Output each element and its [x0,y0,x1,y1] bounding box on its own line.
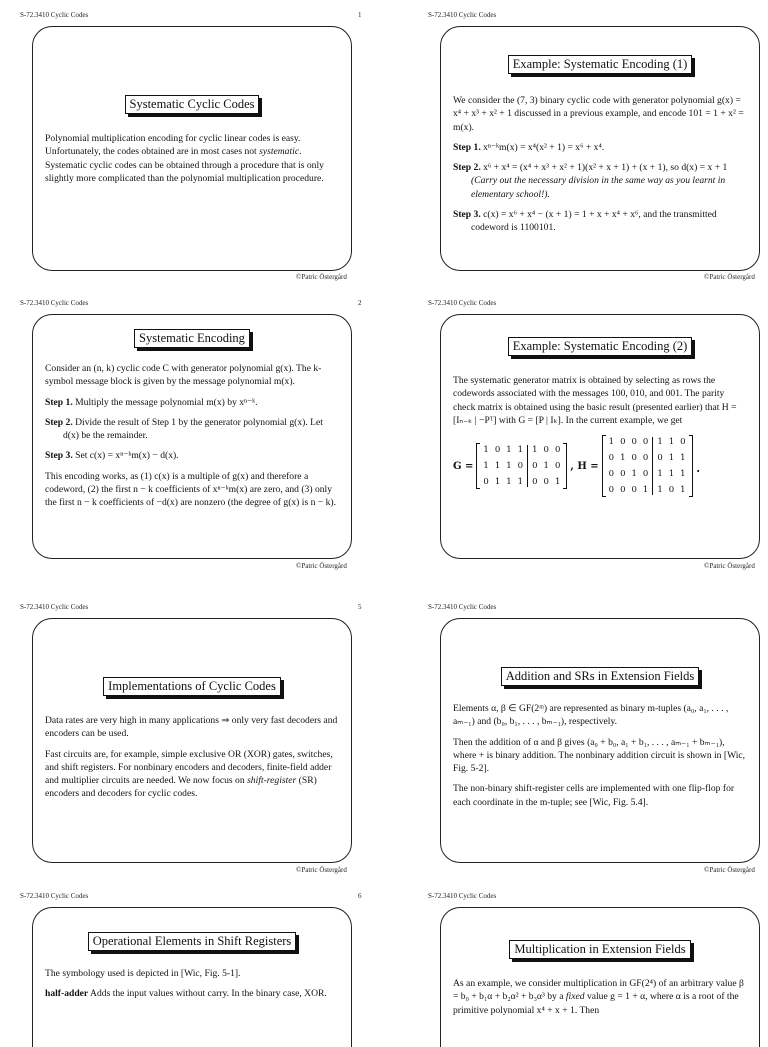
h-matrix-cell: 0 [668,485,675,496]
h-matrix-cell: 0 [620,437,626,448]
g-matrix-cell: 1 [532,445,538,456]
g-matrix-cell: 1 [494,461,501,472]
h-matrix-cell: 1 [642,485,649,496]
slide-addition-and-srs [440,618,760,863]
h-matrix-cell: 0 [642,469,649,480]
slide-systematic-cyclic-codes [32,26,352,271]
g-matrix-cell: 1 [517,477,524,488]
g-matrix-cell: 0 [483,477,489,488]
parity-check-matrix [602,435,693,497]
slide-title: Operational Elements in Shift Registers [88,932,297,951]
h-matrix-cell: 0 [642,437,649,448]
page-header: S-72.3410 Cyclic Codes [428,892,497,900]
g-matrix-cell: 0 [554,461,561,472]
slide-title: Implementations of Cyclic Codes [103,677,281,696]
paragraph: We consider the (7, 3) binary cyclic code with generator polynomial g(x) = x⁴ + x³ + x² + 1 discussed in a previous example, and encode 101 = 1 + x² = m(x). [453,95,744,133]
step-1: Step 1. Multiply the message polynomial m(x) by xⁿ⁻ᵏ. [45,396,258,408]
page-header: S-72.3410 Cyclic Codes [428,299,497,307]
h-matrix-cell: 0 [631,485,637,496]
page-header: S-72.3410 Cyclic Codes [20,892,89,900]
paragraph: Consider an (n, k) cyclic code C with generator polynomial g(x). The k-symbol message block is given by the message polynomial m(x). [45,363,322,388]
page-number: 6 [358,892,362,900]
page-number: 1 [358,11,362,19]
h-matrix-cell: 0 [642,453,649,464]
h-matrix-cell: 0 [620,485,626,496]
slide-title: Addition and SRs in Extension Fields [501,667,700,686]
h-matrix-cell: 0 [680,437,686,448]
paragraph: As an example, we consider multiplication in GF(2⁴) of an arbitrary value β = b₀ + b₁α + b₂α² + b₃α³ by a fixed value g = 1 + α, where α is a root of the primitive polynomial x⁴ + x + 1. Then [453,978,744,1016]
h-matrix-cell: 1 [680,469,686,480]
h-matrix-cell: 1 [668,453,675,464]
h-matrix-cell: 0 [608,485,615,496]
paragraph: The symbology used is depicted in [Wic, Fig. 5-1]. [45,968,241,979]
h-matrix-cell: 1 [657,485,663,496]
g-matrix-cell: 1 [554,477,561,488]
g-matrix-cell: 1 [517,445,524,456]
copyright: ©Patric Östergård [296,866,347,874]
g-matrix-cell: 0 [532,477,538,488]
g-matrix-cell: 1 [543,461,549,472]
page-number: 5 [358,603,362,611]
h-matrix-cell: 1 [657,469,663,480]
h-matrix-cell: 1 [680,453,686,464]
slide-example-systematic-encoding-1 [440,26,760,271]
matrix-equation [453,435,747,497]
g-matrix-cell: 1 [483,445,489,456]
step-3: Step 3. Set c(x) = xⁿ⁻ᵏm(x) − d(x). [45,450,179,462]
g-matrix-cell: 1 [506,477,512,488]
copyright: ©Patric Östergård [704,866,755,874]
h-matrix-cell: 1 [668,437,675,448]
page-header: S-72.3410 Cyclic Codes [428,603,497,611]
slide-operational-elements [32,907,352,1047]
h-matrix-cell: 1 [620,453,626,464]
page-number: 2 [358,299,362,307]
paragraph: The systematic generator matrix is obtained by selecting as rows the codewords associated with the messages 100, 010, and 001. The parity check matrix is obtained using the basic result (presented earlier) that H = [Iₙ₋ₖ | −Pᵀ] with G = [P | Iₖ]. In the current example, we get [453,375,737,426]
g-matrix-cell: 0 [532,461,538,472]
h-matrix-cell: 1 [608,437,615,448]
h-matrix-cell: 0 [608,469,615,480]
g-matrix-cell: 0 [554,445,561,456]
g-matrix-cell: 1 [506,461,512,472]
step-2: Step 2. x⁶ + x⁴ = (x⁴ + x³ + x² + 1)(x² + x + 1) + (x + 1), so d(x) = x + 1 (Carry out the necessary division in the same way as you learnt in elementary school!). [453,162,728,200]
copyright: ©Patric Östergård [704,562,755,570]
g-matrix-cell: 1 [506,445,512,456]
matrix-end: . [695,456,701,476]
paragraph: The non-binary shift-register cells are implemented with one flip-flop for each coordinate in the m-tuple; see [Wic, Fig. 5.4]. [453,783,735,808]
paragraph: Data rates are very high in many applications ⇒ only very fast decoders and encoders can be used. [45,715,338,740]
h-matrix-cell: 0 [631,437,637,448]
g-matrix-cell: 0 [543,477,549,488]
paragraph: Fast circuits are, for example, simple exclusive OR (XOR) gates, switches, and shift registers. For nonbinary encoders and decoders, finite-field adder and multiplier circuits are needed. We now focus on shift-register (SR) encoders and decoders for cyclic codes. [45,748,333,800]
h-matrix-cell: 1 [668,469,675,480]
slide-title: Example: Systematic Encoding (1) [508,55,693,74]
page-header: S-72.3410 Cyclic Codes [20,11,89,19]
half-adder-item: half-adder Adds the input values without carry. In the binary case, XOR. [45,988,327,1000]
paragraph: Then the addition of α and β gives (a₀ + b₀, a₁ + b₁, . . . , aₘ₋₁ + bₘ₋₁), where + is binary addition. The nonbinary addition circuit is shown in [Wic, Fig. 5-2]. [453,736,746,775]
step-2: Step 2. Divide the result of Step 1 by the generator polynomial g(x). Let d(x) be the remainder. [45,416,323,442]
slide-systematic-encoding [32,314,352,559]
generator-matrix [476,443,567,489]
step-3: Step 3. c(x) = x⁶ + x⁴ − (x + 1) = 1 + x + x⁴ + x⁶, and the transmitted codeword is 1100101. [453,209,717,234]
slide-title: Systematic Cyclic Codes [125,95,260,114]
g-matrix-cell: 1 [494,477,501,488]
h-matrix-cell: 0 [631,453,637,464]
page-header: S-72.3410 Cyclic Codes [20,603,89,611]
h-matrix-cell: 0 [608,453,615,464]
copyright: ©Patric Östergård [296,273,347,281]
h-matrix-cell: 1 [631,469,637,480]
g-matrix-cell: 0 [517,461,524,472]
slide-multiplication-extension-fields [440,907,760,1047]
slide-title: Example: Systematic Encoding (2) [508,337,693,356]
slide-title: Multiplication in Extension Fields [509,940,690,959]
h-matrix-cell: 1 [657,437,663,448]
g-matrix-cell: 1 [483,461,489,472]
g-matrix-cell: 0 [543,445,549,456]
h-label: , H = [570,460,599,472]
page-header: S-72.3410 Cyclic Codes [20,299,89,307]
h-matrix-cell: 0 [657,453,663,464]
paragraph: Polynomial multiplication encoding for cyclic linear codes is easy. Unfortunately, the codes obtained are in most cases not systematic. Systematic cyclic codes can be obtained through a procedure that is only slightly more complicated than the polynomial multiplication procedure. [45,133,324,184]
step-1: Step 1. xⁿ⁻ᵏm(x) = x⁴(x² + 1) = x⁶ + x⁴. [453,141,605,153]
h-matrix-cell: 0 [620,469,626,480]
copyright: ©Patric Östergård [704,273,755,281]
paragraph: Elements α, β ∈ GF(2ᵐ) are represented as binary m-tuples (a₀, a₁, . . . , aₘ₋₁) and (b₀, b₁, . . . , bₘ₋₁), respectively. [453,703,729,728]
slide-implementations-of-cyclic-codes [32,618,352,863]
slide-title: Systematic Encoding [134,329,250,348]
g-label: G = [453,460,474,472]
g-matrix-cell: 0 [494,445,501,456]
paragraph: This encoding works, as (1) c(x) is a multiple of g(x) and therefore a codeword, (2) the first n − k coefficients of xⁿ⁻ᵏm(x) are zero, and (3) only the first n − k coefficients of −d(x) are nonzero (the degree of g(x) is n − k). [45,470,336,509]
h-matrix-cell: 1 [680,485,686,496]
page-header: S-72.3410 Cyclic Codes [428,11,497,19]
slide-example-systematic-encoding-2 [440,314,760,559]
copyright: ©Patric Östergård [296,562,347,570]
